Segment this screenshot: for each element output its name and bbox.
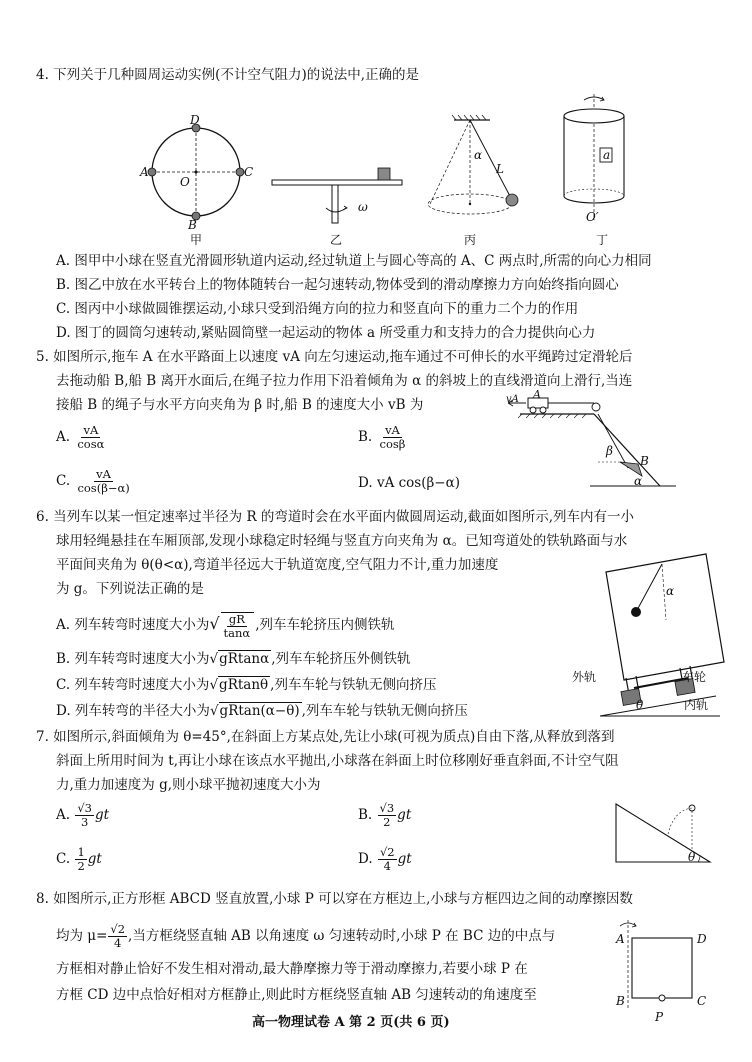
q6-line2: 球用轻绳悬挂在车厢顶部,发现小球稳定时轻绳与竖直方向夹角为 α。已知弯道处的铁轨路面与水: [56, 533, 628, 549]
frac-C: $\frac{vA}{\cos(\beta-\alpha)}$: [77, 467, 130, 495]
frac-A: $\frac{vA}{\cos\alpha}$: [77, 423, 105, 451]
label-Oprime: O′: [586, 210, 599, 224]
q7-line2: 斜面上所用时间为 t,再让小球在该点水平抛出,小球落在斜面上时位移刚好垂直斜面,不计空气阻: [56, 753, 619, 769]
q6-option-A: A. 列车转弯时速度大小为√ $\frac{gR}{\tan\alpha}$ ,列车车轮挤压内侧铁轨: [56, 611, 395, 640]
label-outer-rail: 外轨: [572, 670, 597, 684]
q6-line4: 为 g。下列说法正确的是: [56, 581, 204, 597]
caption-jia: 甲: [190, 233, 203, 247]
label-alpha-q6: α: [666, 584, 675, 598]
q6-line1: 6. 当列车以某一恒定速率过半径为 R 的弯道时会在水平面内做圆周运动,截面如图所示,列车内有一小: [36, 509, 634, 525]
q7-option-A: A. $\frac{√3}{3}$ gt: [56, 801, 110, 829]
q7-option-C: C. $\frac{1}{2}$ gt: [56, 845, 102, 873]
label-ship-B: B: [640, 454, 649, 468]
page-footer: 高一物理试卷 A 第 2 页(共 6 页): [252, 1015, 450, 1030]
q5-option-D: D. vA cos(β−α): [358, 475, 460, 491]
q8-line3: 方框相对静止恰好不发生相对滑动,最大静摩擦力等于滑动摩擦力,若要小球 P 在: [56, 961, 528, 977]
label-theta-q6: θ: [636, 698, 644, 712]
figure-q6: [570, 550, 730, 720]
label-beta: β: [606, 444, 613, 458]
label-vA: vA: [506, 394, 519, 405]
label-D: D: [190, 113, 200, 127]
figure-yi: [268, 160, 408, 230]
q4-option-D: D. 图丁的圆筒匀速转动,紧贴圆筒壁一起运动的物体 a 所受重力和支持力的合力提供向心力: [56, 325, 596, 341]
label-C-q8: C: [697, 994, 707, 1008]
q6-option-C: C. 列车转弯时速度大小为√gRtanθ ,列车车轮与铁轨无侧向挤压: [56, 677, 437, 693]
q4-option-B: B. 图乙中放在水平转台上的物体随转台一起匀速转动,物体受到的滑动摩擦力方向始终指向圆心: [56, 277, 619, 293]
label-B-q8: B: [616, 994, 625, 1008]
caption-bing: 丙: [464, 233, 477, 247]
q5-line3: 接船 B 的绳子与水平方向夹角为 β 时,船 B 的速度大小 vB 为: [56, 397, 424, 413]
figure-q7: [612, 800, 716, 866]
label-car-A: A: [533, 388, 541, 401]
caption-ding: 丁: [596, 233, 609, 247]
q7-line3: 力,重力加速度为 g,则小球平抛初速度大小为: [56, 777, 321, 793]
label-B: B: [188, 218, 197, 232]
label-A-q8: A: [616, 932, 625, 946]
label-C: C: [244, 165, 254, 179]
label-a: a: [603, 148, 611, 162]
q6-option-D: D. 列车转弯的半径大小为√gRtan(α−θ) ,列车车轮与铁轨无侧向挤压: [56, 703, 468, 719]
label-A: A: [140, 165, 149, 179]
q6-option-B: B. 列车转弯时速度大小为√gRtanα ,列车车轮挤压外侧铁轨: [56, 651, 411, 667]
q7-option-D: D. $\frac{√2}{4}$ gt: [358, 845, 412, 873]
q8-line1: 8. 如图所示,正方形框 ABCD 竖直放置,小球 P 可以穿在方框边上,小球与方框四边之间的动摩擦因数: [36, 891, 633, 907]
label-omega: ω: [358, 200, 368, 214]
q4-stem: 4. 下列关于几种圆周运动实例(不计空气阻力)的说法中,正确的是: [36, 67, 419, 83]
figure-bing: [426, 112, 526, 232]
q5-option-B: B. $\frac{vA}{\cos\beta}$: [358, 423, 406, 451]
q8-line4: 方框 CD 边中点恰好相对方框静止,则此时方框绕竖直轴 AB 匀速转动的角速度至: [56, 987, 537, 1003]
q7-line1: 7. 如图所示,斜面倾角为 θ=45°,在斜面上方某点处,先让小球(可视为质点)自由下落,从释放到落到: [36, 729, 615, 745]
label-wheel: 车轮: [682, 670, 707, 684]
label-D-q8: D: [697, 932, 707, 946]
label-P-q8: P: [655, 1010, 664, 1024]
label-L: L: [496, 162, 504, 176]
label-alpha: α: [474, 148, 483, 162]
frac-B: $\frac{vA}{\cos\beta}$: [379, 423, 406, 451]
caption-yi: 乙: [330, 233, 343, 247]
q7-option-B: B. $\frac{√3}{2}$ gt: [358, 801, 412, 829]
q5-line2: 去拖动船 B,船 B 离开水面后,在绳子拉力作用下沿着倾角为 α 的斜坡上的直线滑道向上滑行,当连: [56, 373, 633, 389]
label-theta-q7: θ: [688, 850, 696, 864]
q6-line3: 平面间夹角为 θ(θ<α),弯道半径远大于轨道宽度,空气阻力不计,重力加速度: [56, 557, 499, 573]
q8-line2: 均为 μ= $\frac{√2}{4}$ ,当方框绕竖直轴 AB 以角速度 ω 匀速转动时,小球 P 在 BC 边的中点与: [56, 922, 556, 950]
q5-option-C: C. $\frac{vA}{\cos(\beta-\alpha)}$: [56, 467, 130, 495]
q5-option-A: A. $\frac{vA}{\cos\alpha}$: [56, 423, 105, 451]
label-O: O: [180, 175, 190, 189]
q4-option-A: A. 图甲中小球在竖直光滑圆形轨道内运动,经过轨道上与圆心等高的 A、C 两点时,所需的向心力相同: [56, 253, 652, 269]
figure-jia: [136, 112, 256, 232]
label-inner-rail: 内轨: [684, 698, 709, 712]
figure-q5: [490, 390, 680, 500]
label-alpha-q5: α: [634, 474, 643, 488]
q4-option-C: C. 图丙中小球做圆锥摆运动,小球只受到沿绳方向的拉力和竖直向下的重力二个力的作用: [56, 301, 579, 317]
q5-line1: 5. 如图所示,拖车 A 在水平路面上以速度 vA 向左匀速运动,拖车通过不可伸长的水平绳跨过定滑轮后: [36, 349, 633, 365]
